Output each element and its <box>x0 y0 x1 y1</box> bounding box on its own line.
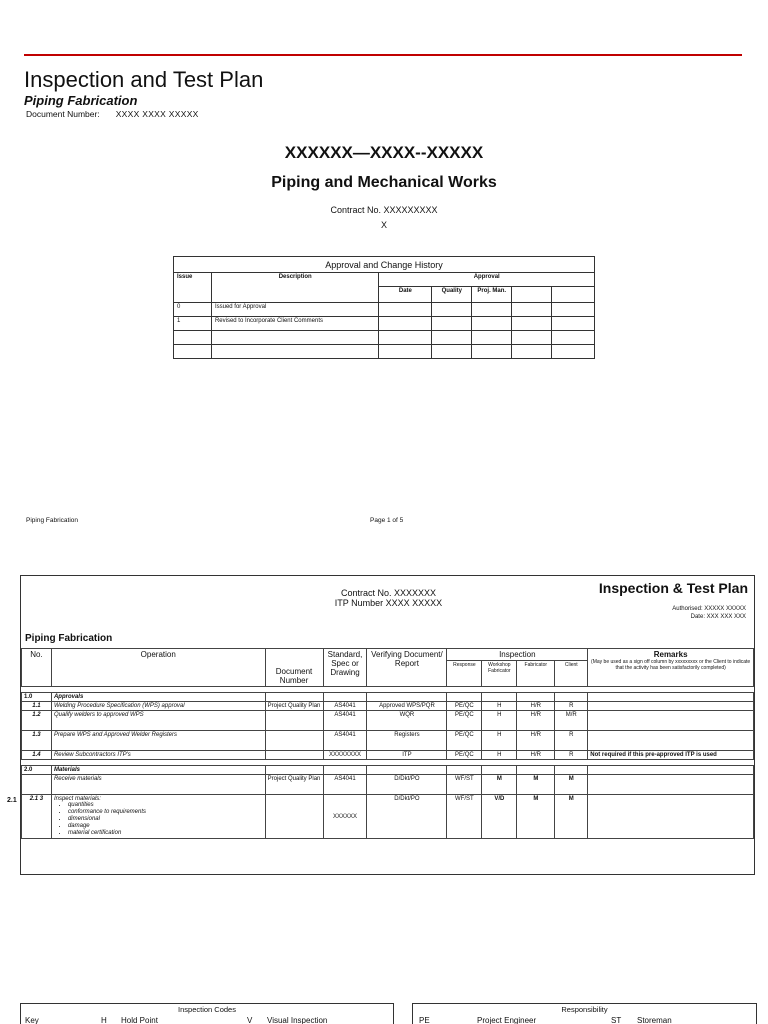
approval-history-caption: Approval and Change History <box>174 257 595 273</box>
no-cell <box>22 775 52 795</box>
remarks-cell: Not required if this pre-approved ITP is used <box>588 751 754 760</box>
resp-st: ST <box>611 1016 622 1024</box>
workshop-cell: H <box>482 751 517 760</box>
workshop-cell: V/D <box>482 795 517 839</box>
itp-operations-table <box>21 648 754 839</box>
response-cell: WF/ST <box>447 775 482 795</box>
standard-cell: XXXXXX <box>323 795 367 839</box>
code-h-label: Hold Point <box>121 1016 158 1024</box>
table-row <box>22 731 754 751</box>
quality-header: Quality <box>432 287 472 303</box>
cover-contract-number: Contract No. XXXXXXXXX <box>330 205 438 215</box>
inspection-codes-caption: Inspection Codes <box>178 1005 236 1014</box>
table-row <box>22 775 754 795</box>
operation-cell: Receive materials <box>51 775 265 795</box>
table-row <box>22 795 754 839</box>
response-cell: PE/QC <box>447 751 482 760</box>
itp-number: ITP Number XXXX XXXXX <box>334 598 443 608</box>
operation-cell <box>51 795 265 839</box>
standard-header: Standard, Spec or Drawing <box>323 649 367 687</box>
responsibility-caption: Responsibility <box>561 1005 608 1014</box>
document-code: XXXXXX—XXXX--XXXXX <box>284 143 484 162</box>
remarks-header-cell <box>588 649 754 687</box>
client-cell: M/R <box>555 711 588 731</box>
fabricator-header: Fabricator <box>517 661 555 687</box>
fabricator-cell: H/R <box>517 702 555 711</box>
proj-man-header: Proj. Man. <box>472 287 512 303</box>
table-row <box>174 303 595 317</box>
code-v: V <box>247 1016 253 1024</box>
verifying-cell: D/Dkt/PO <box>367 795 447 839</box>
workshop-cell: H <box>482 731 517 751</box>
operation-cell: Materials <box>51 766 265 775</box>
response-header: Response <box>447 661 482 687</box>
fabricator-cell: M <box>517 775 555 795</box>
blank-header <box>512 287 552 303</box>
document-cell: Project Quality Plan <box>265 775 323 795</box>
list-item: • quantities <box>68 802 263 809</box>
itp-section-title: Piping Fabrication <box>25 633 113 644</box>
response-cell: PE/QC <box>447 702 482 711</box>
page-footer-center: Page 1 of 5 <box>370 517 404 524</box>
standard-cell: XXXXXXXX <box>323 751 367 760</box>
no-cell: 1.0 <box>22 693 52 702</box>
document-number <box>26 109 199 119</box>
response-cell: PE/QC <box>447 731 482 751</box>
remarks-cell <box>588 731 754 751</box>
workshop-cell: M <box>482 775 517 795</box>
no-cell: 1.3 <box>22 731 52 751</box>
document-number-label: Document Number: <box>26 109 100 119</box>
remarks-cell <box>588 702 754 711</box>
itp-sheet <box>20 575 755 875</box>
standard-cell: AS4041 <box>323 702 367 711</box>
table-row <box>22 766 754 775</box>
workshop-cell: H <box>482 711 517 731</box>
standard-cell: AS4041 <box>323 711 367 731</box>
itp-title: Inspection & Test Plan <box>598 580 748 596</box>
verifying-cell: ITP <box>367 751 447 760</box>
client-cell: R <box>555 731 588 751</box>
no-header: No. <box>22 649 52 687</box>
client-cell: M <box>555 775 588 795</box>
verifying-header: Verifying Document/ Report <box>367 649 447 687</box>
responsibility-box <box>412 1003 757 1024</box>
client-cell: R <box>555 751 588 760</box>
inspection-codes-box <box>20 1003 394 1024</box>
inspection-bullets <box>68 802 263 837</box>
no-cell: 1.4 <box>22 751 52 760</box>
document-cell <box>265 751 323 760</box>
document-cell <box>265 731 323 751</box>
verifying-cell: Approved WPS/PQR <box>367 702 447 711</box>
table-row <box>174 317 595 331</box>
cover-contract <box>0 205 768 230</box>
operation-cell: Welding Procedure Specification (WPS) approval <box>51 702 265 711</box>
description-cell: Revised to Incorporate Client Comments <box>211 317 379 331</box>
operation-cell: Approvals <box>51 693 265 702</box>
inspection-header: Inspection <box>447 649 588 661</box>
no-cell: 2.0 <box>22 766 52 775</box>
fabricator-cell: H/R <box>517 731 555 751</box>
document-title: Inspection and Test Plan <box>24 67 264 92</box>
resp-pe-label: Project Engineer <box>477 1016 537 1024</box>
operation-text: Inspect materials: <box>53 796 101 802</box>
list-item: • conformance to requirements <box>68 809 263 816</box>
response-cell: PE/QC <box>447 711 482 731</box>
description-header: Description <box>211 273 379 303</box>
table-row <box>22 711 754 731</box>
standard-cell: AS4041 <box>323 731 367 751</box>
issue-cell: 0 <box>174 303 212 317</box>
date-header: Date <box>379 287 432 303</box>
issue-header: Issue <box>174 273 212 303</box>
workshop-cell: H <box>482 702 517 711</box>
table-row <box>174 345 595 359</box>
fabricator-cell: H/R <box>517 751 555 760</box>
blank-header <box>552 287 595 303</box>
verifying-cell: Registers <box>367 731 447 751</box>
verifying-cell: WQR <box>367 711 447 731</box>
document-cell: Project Quality Plan <box>265 702 323 711</box>
remarks-header: Remarks <box>653 650 688 659</box>
list-item: • material certification <box>68 830 263 837</box>
workshop-header: Workshop Fabricator <box>482 661 517 687</box>
fabricator-cell: H/R <box>517 711 555 731</box>
issue-cell: 1 <box>174 317 212 331</box>
side-item-number: 2.1 <box>7 797 17 804</box>
client-cell: R <box>555 702 588 711</box>
remarks-note: (May be used as a sign off column by xxxxxxxxx or the Client to indicate that the activity has been satisfactorily completed) <box>591 659 751 671</box>
client-cell: M <box>555 795 588 839</box>
document-cell <box>265 711 323 731</box>
operation-cell: Prepare WPS and Approved Welder Registers <box>51 731 265 751</box>
operation-cell: Review Subcontractors ITP's <box>51 751 265 760</box>
table-row <box>174 331 595 345</box>
document-cell <box>265 795 323 839</box>
resp-pe: PE <box>419 1016 430 1024</box>
itp-authorised: Authorised: XXXXX XXXXX <box>672 606 746 612</box>
itp-date: Date: XXX XXX XXX <box>690 614 746 620</box>
page-footer-left: Piping Fabrication <box>26 517 79 524</box>
itp-contract-number: Contract No. XXXXXXX <box>340 588 437 598</box>
no-cell: 1.2 <box>22 711 52 731</box>
list-item: • dimensional <box>68 816 263 823</box>
approval-history-table <box>173 256 595 359</box>
itp-authorisation <box>672 605 746 621</box>
table-row <box>22 693 754 702</box>
standard-cell: AS4041 <box>323 775 367 795</box>
client-header: Client <box>555 661 588 687</box>
fabricator-cell: M <box>517 795 555 839</box>
works-title: Piping and Mechanical Works <box>271 174 497 191</box>
no-cell: 1.1 <box>22 702 52 711</box>
codes-key: Key <box>25 1016 39 1024</box>
document-number-header: Document Number <box>265 649 323 687</box>
list-item: • damage <box>68 823 263 830</box>
header-red-rule <box>24 54 742 56</box>
description-cell: Issued for Approval <box>211 303 379 317</box>
remarks-cell <box>588 711 754 731</box>
code-h: H <box>101 1016 107 1024</box>
operation-header: Operation <box>51 649 265 687</box>
document-subtitle: Piping Fabrication <box>24 93 138 108</box>
verifying-cell: D/Dkt/PO <box>367 775 447 795</box>
document-number-value: XXXX XXXX XXXXX <box>115 109 199 119</box>
table-row <box>22 702 754 711</box>
code-v-label: Visual Inspection <box>267 1016 328 1024</box>
response-cell: WF/ST <box>447 795 482 839</box>
no-cell: 2.1 3 <box>22 795 52 839</box>
approval-header: Approval <box>379 273 595 287</box>
cover-contract-suffix: X <box>380 220 387 230</box>
operation-cell: Qualify welders to approved WPS <box>51 711 265 731</box>
table-row <box>22 751 754 760</box>
resp-st-label: Storeman <box>637 1016 672 1024</box>
